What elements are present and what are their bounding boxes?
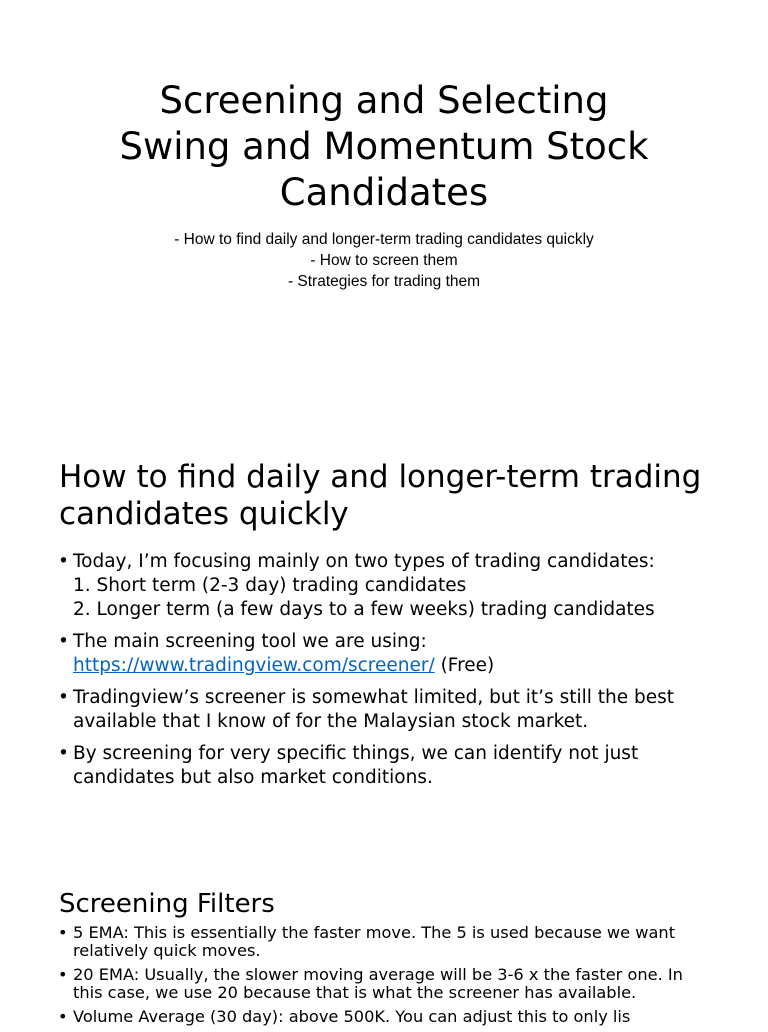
- bullet-item-trading-types: [58, 550, 748, 622]
- bullet-text: 1. Short term (2-3 day) trading candidates: [73, 575, 467, 596]
- bullet-text: candidates but also market conditions.: [73, 767, 433, 788]
- bullet-item-volume-average: [58, 1008, 748, 1026]
- slide-3-title: Screening Filters: [59, 889, 275, 919]
- slide-1-title-line: Swing and Momentum Stock: [119, 125, 649, 168]
- bullet-text-with-link: [73, 654, 748, 678]
- slide-1-subtitle: [0, 229, 768, 292]
- slide-2-title-line: candidates quickly: [59, 496, 349, 532]
- slide-1-subtitle-line: - How to screen them: [310, 252, 458, 269]
- slide-1: [0, 0, 768, 400]
- bullet-text: • Today, I’m focusing mainly on two types of trading candidates:: [73, 551, 655, 572]
- slide-2: [0, 440, 768, 840]
- bullet-item-20-ema: [58, 966, 748, 1002]
- bullet-text: 2. Longer term (a few days to a few weeks) trading candidates: [73, 599, 655, 620]
- bullet-item-screener-limited: [58, 686, 748, 734]
- slide-1-title-line: Candidates: [279, 171, 489, 214]
- bullet-text: Volume Average (30 day): above 500K. You can adjust this to only lis: [73, 1007, 631, 1026]
- slide-3: [0, 880, 768, 1024]
- bullet-text: • Tradingview’s screener is somewhat limited, but it’s still the best: [73, 687, 675, 708]
- bullet-item-screening-tool: [58, 630, 748, 678]
- bullet-text: • By screening for very specific things, we can identify not just: [73, 743, 639, 764]
- bullet-text: this case, we use 20 because that is what the screener has available.: [73, 983, 637, 1002]
- slide-1-subtitle-line: - Strategies for trading them: [287, 273, 481, 290]
- bullet-item-market-conditions: [58, 742, 748, 790]
- slide-1-subtitle-line: - How to find daily and longer-term trading candidates quickly: [174, 231, 594, 248]
- slide-2-title: [59, 459, 739, 533]
- bullet-item-5-ema: [58, 924, 748, 960]
- slide-2-bullet-list: [58, 550, 748, 798]
- slide-1-title-line: Screening and Selecting: [159, 79, 609, 122]
- bullet-text: available that I know of for the Malaysian stock market.: [73, 711, 589, 732]
- bullet-text: (Free): [434, 655, 495, 676]
- slide-2-title-line: How to find daily and longer-term trading: [59, 459, 702, 495]
- bullet-text: 5 EMA: This is essentially the faster move. The 5 is used because we want: [73, 923, 676, 942]
- tradingview-screener-link[interactable]: https://www.tradingview.com/screener/: [73, 655, 435, 676]
- bullet-text: • The main screening tool we are using:: [73, 631, 427, 652]
- slide-1-title: [0, 78, 768, 216]
- bullet-text: relatively quick moves.: [73, 941, 261, 960]
- bullet-text: 20 EMA: Usually, the slower moving average will be 3-6 x the faster one. In: [73, 965, 683, 984]
- slide-3-bullet-list: [58, 924, 748, 1032]
